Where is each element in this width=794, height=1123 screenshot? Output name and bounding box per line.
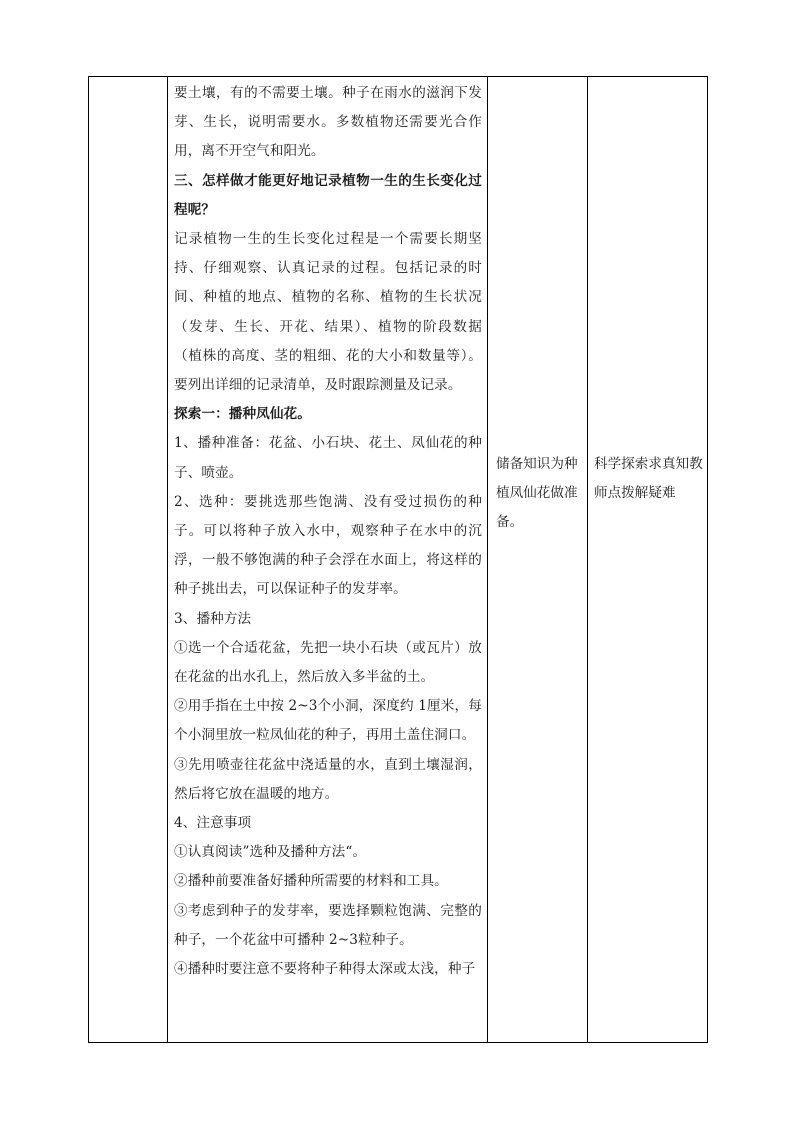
paragraph: ①认真阅读”选种及播种方法“。 (174, 844, 367, 861)
section-heading: 三、怎样做才能更好地记录植物一生的生长变化过程呢？ (174, 172, 482, 218)
table-cell-content (168, 77, 488, 1043)
paragraph: ③先用喷壶往花盆中浇适量的水，直到土壤湿润，然后将它放在温暖的地方。 (174, 756, 482, 802)
paragraph: 1、播种准备：花盆、小石块、花土、凤仙花的种子、喷壶。 (174, 435, 482, 481)
table-cell-notes (588, 77, 708, 1043)
paragraph: 3、播种方法 (174, 610, 252, 627)
lesson-plan-table (88, 76, 708, 1043)
paragraph: 要土壤，有的不需要土壤。种子在雨水的滋润下发芽、生长，说明需要水。多数植物还需要光合作用，离不开空气和阳光。 (174, 85, 482, 160)
design-intent-text: 储备知识为种植凤仙花做准备。 (496, 456, 578, 531)
section-heading: 探索一：播种凤仙花。 (174, 406, 311, 423)
teaching-notes-text: 科学探索求真知教师点拨解疑难 (594, 456, 703, 502)
paragraph: 2、选种：要挑选那些饱满、没有受过损伤的种子。可以将种子放入水中，观察种子在水中的沉浮，一般不够饱满的种子会浮在水面上，将这样的种子挑出去，可以保证种子的发芽率。 (174, 493, 482, 598)
paragraph: ①选一个合适花盆，先把一块小石块（或瓦片）放在花盆的出水孔上，然后放入多半盆的土。 (174, 639, 482, 686)
teaching-content (168, 77, 487, 984)
paragraph: ③考虑到种子的发芽率，要选择颗粒饱满、完整的种子，一个花盆中可播种 2~3粒种子。 (174, 902, 482, 948)
paragraph: ②用手指在土中按 2~3个小洞，深度约 1厘米，每个小洞里放一粒凤仙花的种子，再用土盖住洞口。 (174, 698, 482, 744)
paragraph: 记录植物一生的生长变化过程是一个需要长期坚持、仔细观察、认真记录的过程。包括记录的时间、种植的地点、植物的名称、植物的生长状况（发芽、生长、开花、结果）、植物的阶段数据（植株的高度、茎的粗细、花的大小和数量等）。要列出详细的记录清单，及时跟踪测量及记录。 (174, 231, 482, 394)
paragraph: ④播种时要注意不要将种子种得太深或太浅，种子 (174, 961, 476, 978)
paragraph: ②播种前要准备好播种所需要的材料和工具。 (174, 873, 448, 890)
paragraph: 4、注意事项 (174, 815, 252, 832)
table-cell-section (89, 77, 168, 1043)
table-row (89, 77, 708, 1043)
table-cell-intent (488, 77, 588, 1043)
